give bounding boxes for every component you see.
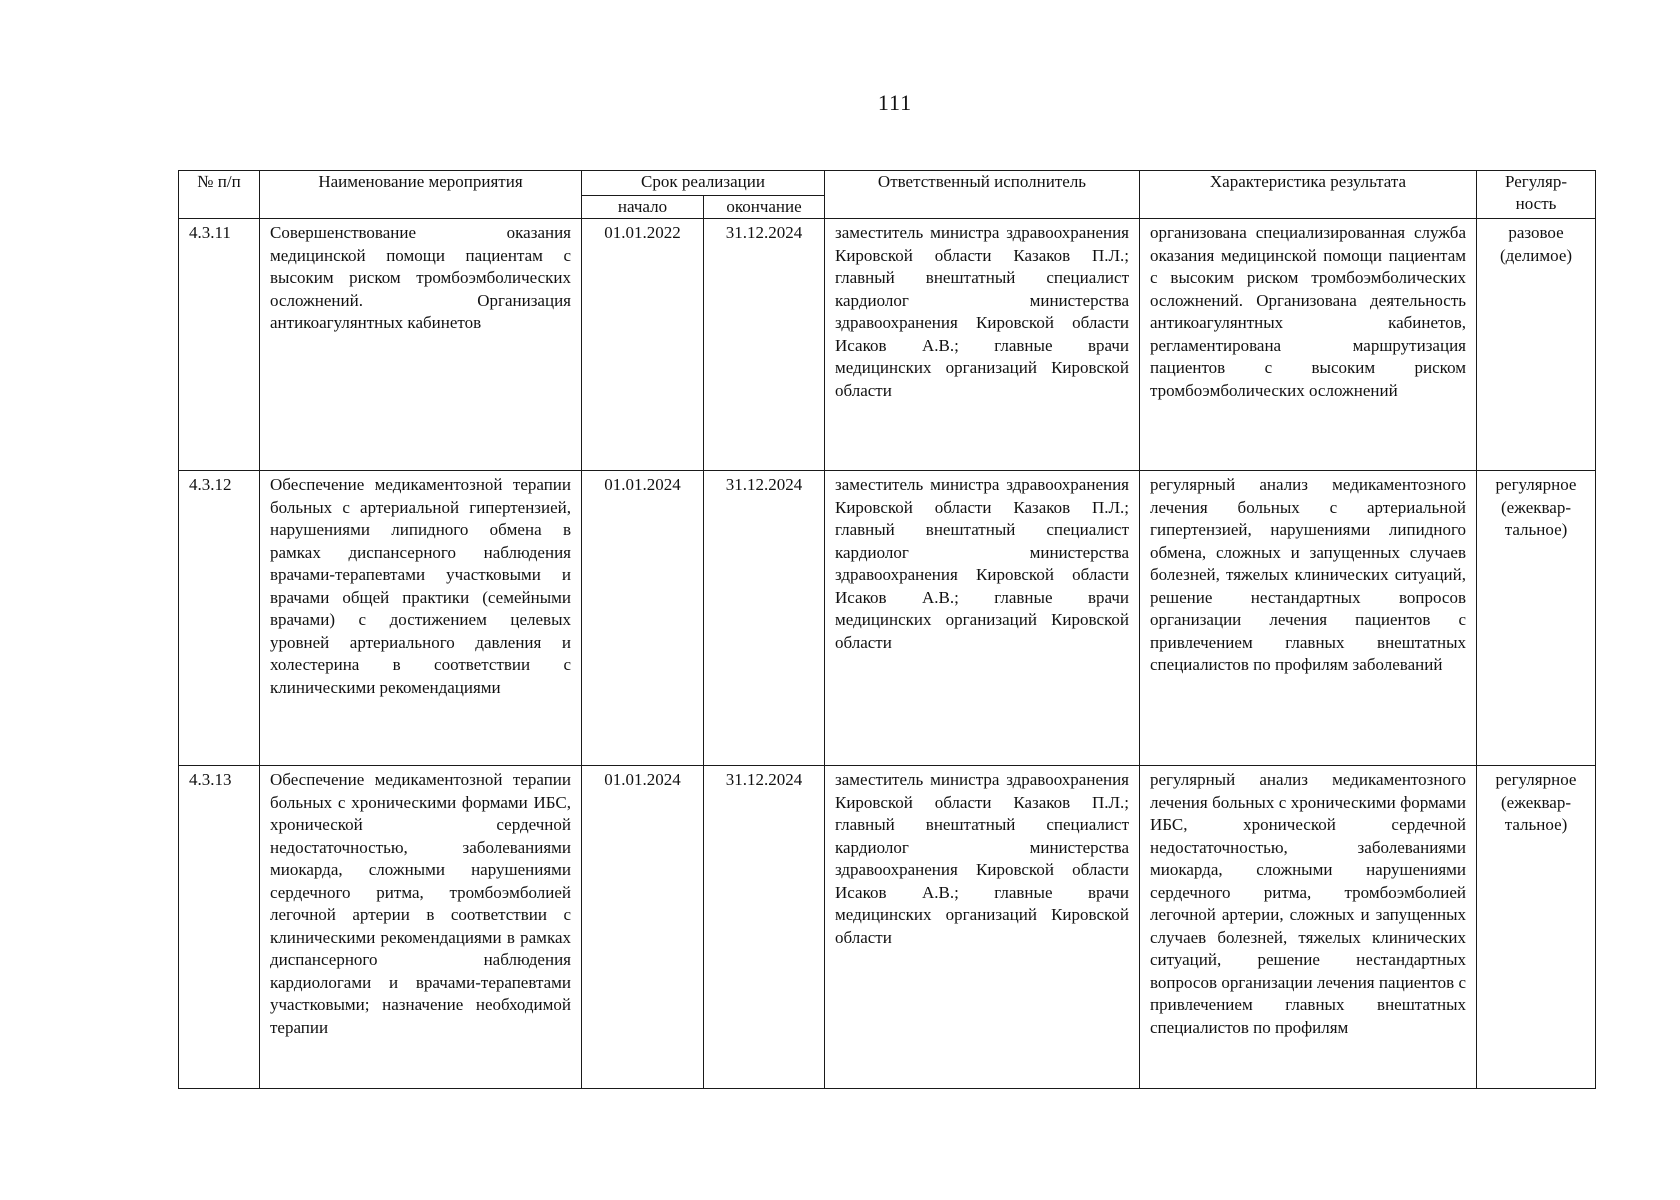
row-name: Обеспечение медикаментозной терапии больных с артериальной гипертензией, нарушениями липидного обмена в рамках диспансерного наблюдения врачами-терапевтами участковыми и врачами общей практики (семейными врачами) с достижением целевых уровней артериального давления и холестерина в соответствии с клиническими рекомендациями: [260, 471, 582, 766]
row-end: 31.12.2024: [704, 766, 825, 1089]
row-name: Совершенствование оказания медицинской помощи пациентам с высоким риском тромбоэмболических осложнений. Организация антикоагулянтных кабинетов: [260, 219, 582, 471]
table-row: [179, 766, 1596, 1089]
row-num: 4.3.13: [179, 766, 260, 1089]
row-responsible: заместитель министра здравоохранения Кировской области Казаков П.Л.; главный внештатный специалист кардиолог министерства здравоохранения Кировской области Исаков А.В.; главные врачи медицинских организаций Кировской области: [825, 766, 1140, 1089]
header-responsible: Ответственный исполнитель: [825, 171, 1140, 219]
header-regularity: Регуляр- ность: [1477, 171, 1596, 219]
header-start: начало: [582, 196, 704, 219]
header-name: Наименование мероприятия: [260, 171, 582, 219]
row-start: 01.01.2024: [582, 471, 704, 766]
row-regularity: регулярное (ежеквар- тальное): [1477, 471, 1596, 766]
activities-table: [178, 170, 1596, 1089]
row-result: регулярный анализ медикаментозного лечения больных с артериальной гипертензией, нарушениями липидного обмена, сложных и запущенных случаев болезней, тяжелых клинических ситуаций, решение нестандартных вопросов организации лечения пациентов с привлечением главных внештатных специалистов по профилям заболеваний: [1140, 471, 1477, 766]
row-result: регулярный анализ медикаментозного лечения больных с хроническими формами ИБС, хронической сердечной недостаточностью, заболеваниями миокарда, сложными нарушениями сердечного ритма, тромбоэмболией легочной артерии, сложных и запущенных случаев болезней, тяжелых клинических ситуаций, решение нестандартных вопросов организации лечения пациентов с привлечением главных внештатных специалистов по профилям: [1140, 766, 1477, 1089]
row-start: 01.01.2022: [582, 219, 704, 471]
header-result: Характеристика результата: [1140, 171, 1477, 219]
header-row: [179, 171, 1596, 196]
table-row: [179, 471, 1596, 766]
row-responsible: заместитель министра здравоохранения Кировской области Казаков П.Л.; главный внештатный специалист кардиолог министерства здравоохранения Кировской области Исаков А.В.; главные врачи медицинских организаций Кировской области: [825, 219, 1140, 471]
row-regularity: разовое (делимое): [1477, 219, 1596, 471]
row-num: 4.3.12: [179, 471, 260, 766]
header-term: Срок реализации: [582, 171, 825, 196]
row-name: Обеспечение медикаментозной терапии больных с хроническими формами ИБС, хронической сердечной недостаточностью, заболеваниями миокарда, сложными нарушениями сердечного ритма, тромбоэмболией легочной артерии в соответствии с клиническими рекомендациями в рамках диспансерного наблюдения кардиологами и врачами-терапевтами участковыми; назначение необходимой терапии: [260, 766, 582, 1089]
row-start: 01.01.2024: [582, 766, 704, 1089]
header-num: № п/п: [179, 171, 260, 219]
header-end: окончание: [704, 196, 825, 219]
row-regularity: регулярное (ежеквар- тальное): [1477, 766, 1596, 1089]
row-responsible: заместитель министра здравоохранения Кировской области Казаков П.Л.; главный внештатный специалист кардиолог министерства здравоохранения Кировской области Исаков А.В.; главные врачи медицинских организаций Кировской области: [825, 471, 1140, 766]
row-end: 31.12.2024: [704, 471, 825, 766]
row-end: 31.12.2024: [704, 219, 825, 471]
row-result: организована специализированная служба оказания медицинской помощи пациентам с высоким риском тромбоэмболических осложнений. Организована деятельность антикоагулянтных кабинетов, регламентирована маршрутизация пациентов с высоким риском тромбоэмболических осложнений: [1140, 219, 1477, 471]
row-num: 4.3.11: [179, 219, 260, 471]
page-number: 111: [877, 90, 913, 115]
table-row: [179, 219, 1596, 471]
